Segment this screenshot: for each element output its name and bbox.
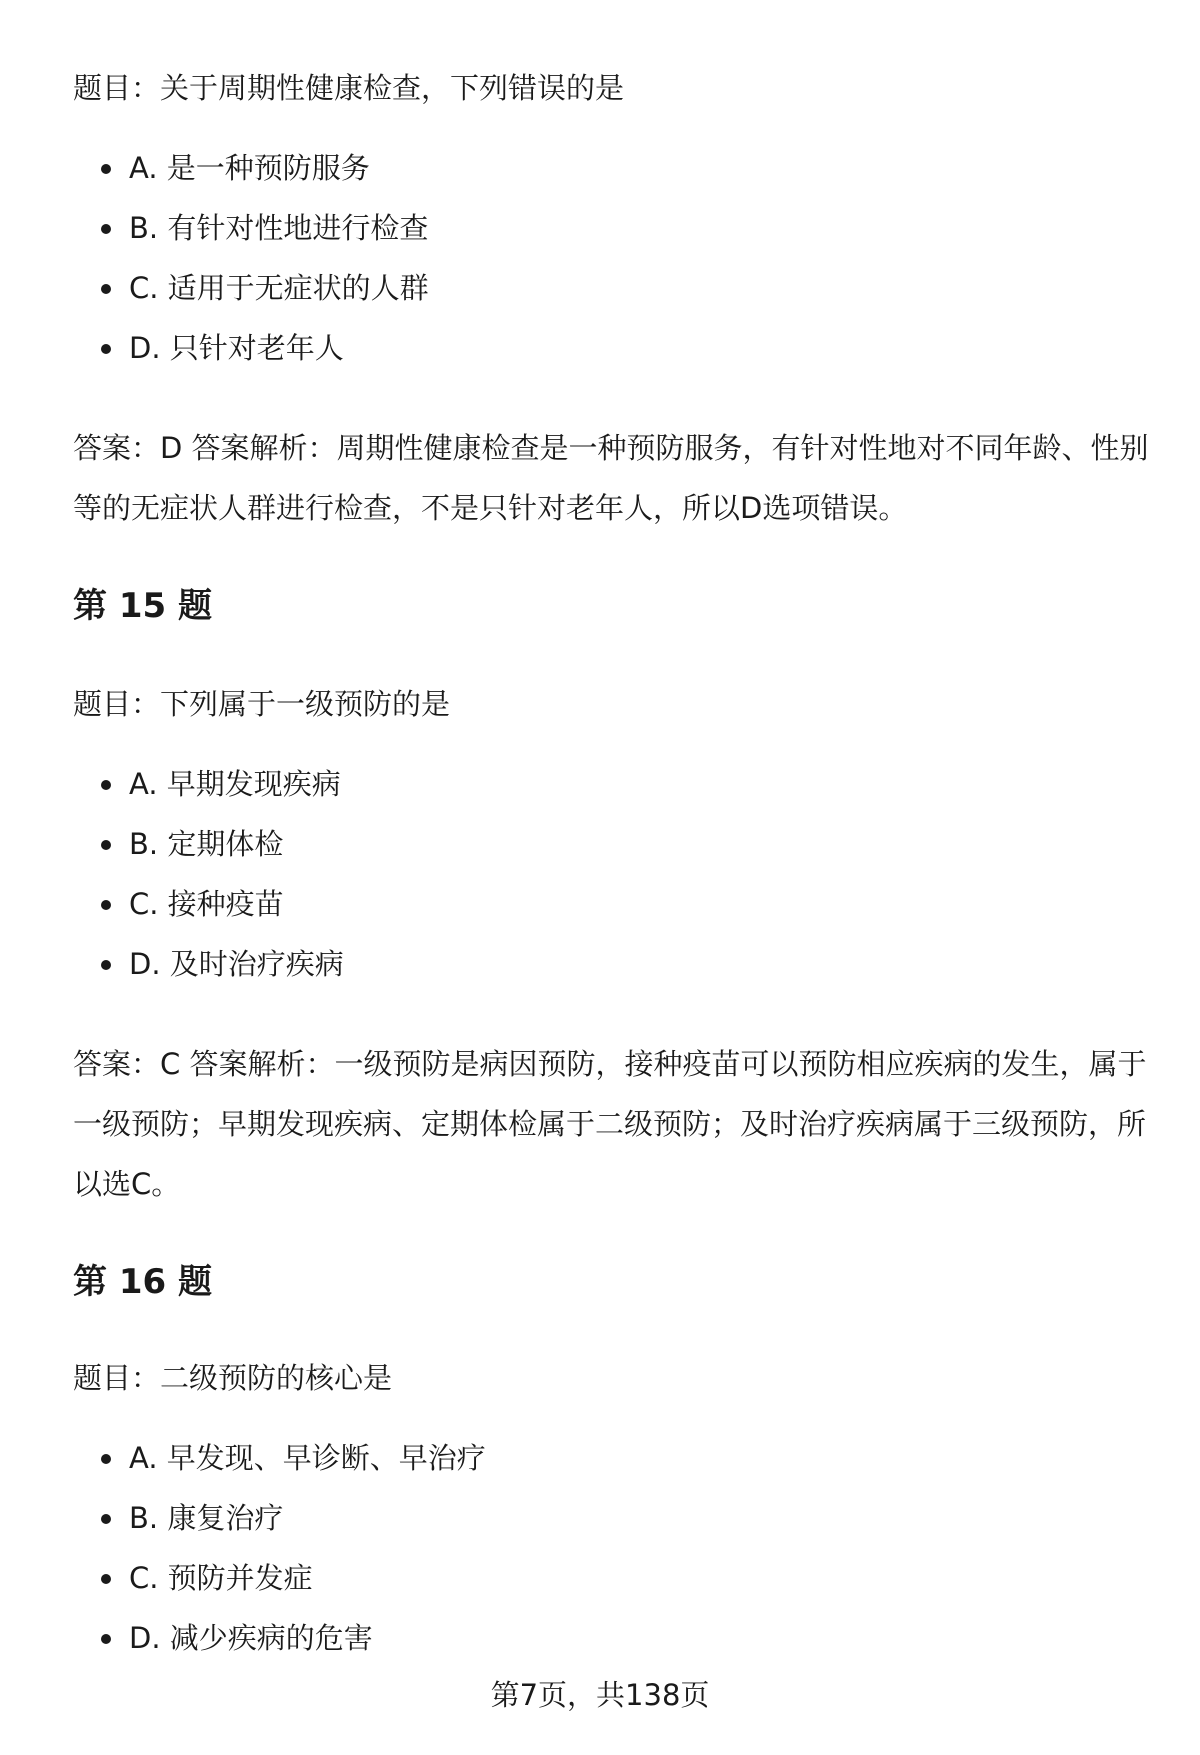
option-a: A. 是一种预防服务 (73, 148, 429, 208)
option-c: C. 适用于无症状的人群 (73, 268, 429, 328)
option-b: B. 定期体检 (73, 824, 344, 884)
option-b: B. 康复治疗 (73, 1498, 486, 1558)
question-16-text: 题目：二级预防的核心是 (73, 1361, 393, 1395)
question-16-options (73, 1438, 486, 1678)
question-16-heading: 第 16 题 (73, 1262, 212, 1302)
question-14-options (73, 148, 429, 388)
question-14-answer: 答案：D 答案解析：周期性健康检查是一种预防服务，有针对性地对不同年龄、性别等的无症状人群进行检查，不是只针对老年人，所以D选项错误。 (73, 431, 1149, 525)
question-15-text: 题目：下列属于一级预防的是 (73, 687, 451, 721)
question-15-options (73, 764, 344, 1004)
option-b: B. 有针对性地进行检查 (73, 208, 429, 268)
option-d: D. 只针对老年人 (73, 328, 429, 388)
option-c: C. 接种疫苗 (73, 884, 344, 944)
page-footer: 第7页，共138页 (490, 1678, 710, 1712)
option-d: D. 及时治疗疾病 (73, 944, 344, 1004)
option-d: D. 减少疾病的危害 (73, 1618, 486, 1678)
option-a: A. 早发现、早诊断、早治疗 (73, 1438, 486, 1498)
option-c: C. 预防并发症 (73, 1558, 486, 1618)
question-15-answer: 答案：C 答案解析：一级预防是病因预防，接种疫苗可以预防相应疾病的发生，属于一级预防；早期发现疾病、定期体检属于二级预防；及时治疗疾病属于三级预防，所以选C。 (73, 1047, 1147, 1201)
question-15-heading: 第 15 题 (73, 586, 212, 626)
question-14-text: 题目：关于周期性健康检查，下列错误的是 (73, 71, 625, 105)
option-a: A. 早期发现疾病 (73, 764, 344, 824)
